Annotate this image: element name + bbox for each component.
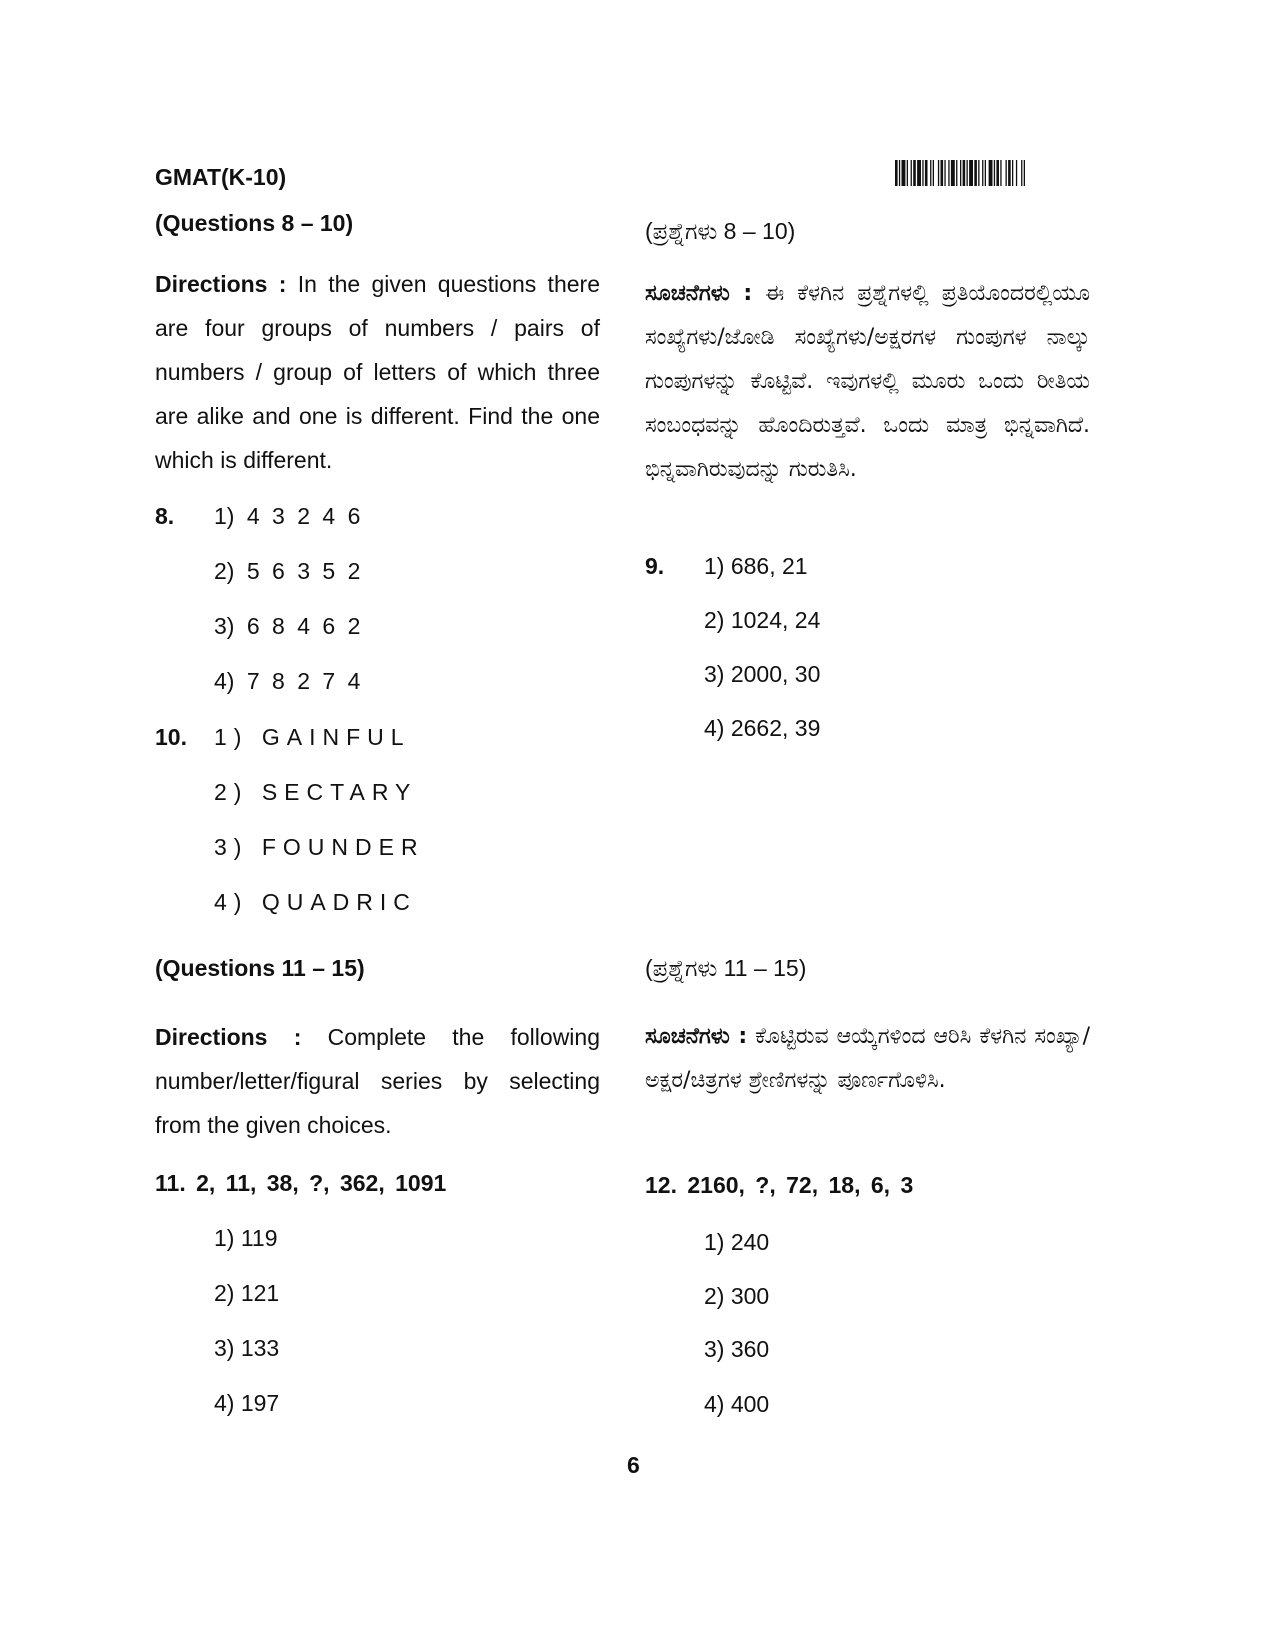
question-12-option-3: 3) 360: [704, 1336, 770, 1362]
question-12-series: 12. 2160, ?, 72, 18, 6, 3: [645, 1172, 914, 1198]
directions-label-kannada: ಸೂಚನೆಗಳು :: [645, 281, 753, 306]
section-11-15-title: (Questions 11 – 15): [155, 955, 365, 981]
section-8-10-title-kannada: [645, 218, 795, 245]
directions-label-kannada-2: ಸೂಚನೆಗಳು :: [645, 1024, 748, 1049]
directions-text-2: Complete the following number/letter/figural series by selecting from the given choices.: [155, 1024, 600, 1138]
section-11-15-title-kannada: [645, 955, 806, 982]
directions-text-kannada: ಈ ಕೆಳಗಿನ ಪ್ರಶ್ನೆಗಳಲ್ಲಿ ಪ್ರತಿಯೊಂದರಲ್ಲಿಯೂ ಸಂಖ್ಯೆಗಳು/ಜೋಡಿ ಸಂಖ್ಯೆಗಳು/ಅಕ್ಷರಗಳ ಗುಂಪುಗಳ ನಾಲ್ಕು ಗುಂಪುಗಳನ್ನು ಕೊಟ್ಟಿವೆ. ಇವುಗಳಲ್ಲಿ ಮೂರು ಒಂದು ರೀತಿಯ ಸಂಬಂಧವನ್ನು ಹೊಂದಿರುತ್ತವೆ. ಒಂದು ಮಾತ್ರ ಭಿನ್ನವಾಗಿದೆ. ಭಿನ್ನವಾಗಿರುವುದನ್ನು ಗುರುತಿಸಿ.: [645, 281, 1090, 482]
directions-kannada-2: [645, 1015, 1090, 1103]
question-11-option-1: 1) 119: [214, 1225, 278, 1251]
question-8-option-1: 1) 4 3 2 4 6: [214, 503, 361, 529]
directions-label-2: Directions :: [155, 1024, 302, 1050]
question-12-option-2: 2) 300: [704, 1283, 770, 1309]
question-8-option-2: 2) 5 6 3 5 2: [214, 558, 361, 584]
question-11-series: 11. 2, 11, 38, ?, 362, 1091: [155, 1170, 447, 1196]
question-10-option-1: 1) GAINFUL: [214, 724, 411, 750]
directions-text-kannada-2: ಕೊಟ್ಟಿರುವ ಆಯ್ಕೆಗಳಿಂದ ಆರಿಸಿ ಕೆಳಗಿನ ಸಂಖ್ಯಾ/ಅಕ್ಷರ/ಚಿತ್ರಗಳ ಶ್ರೇಣಿಗಳನ್ನು ಪೂರ್ಣಗೊಳಿಸಿ.: [645, 1024, 1090, 1093]
question-9-option-1: 1) 686, 21: [704, 553, 808, 579]
question-9-option-3: 3) 2000, 30: [704, 661, 821, 687]
question-11-option-4: 4) 197: [214, 1390, 280, 1416]
exam-code: GMAT(K-10): [155, 164, 287, 190]
question-10-option-2: 2) SECTARY: [214, 779, 418, 805]
question-11-option-3: 3) 133: [214, 1335, 280, 1361]
question-12-option-4: 4) 400: [704, 1391, 770, 1417]
directions-english: [155, 262, 600, 482]
page-number: 6: [627, 1452, 640, 1478]
question-8-option-3: 3) 6 8 4 6 2: [214, 613, 361, 639]
section-8-10-title: (Questions 8 – 10): [155, 210, 354, 236]
barcode-icon: [895, 160, 1090, 186]
question-10-option-4: 4) QUADRIC: [214, 889, 417, 915]
question-8-option-4: 4) 7 8 2 7 4: [214, 668, 361, 694]
question-9-number: 9.: [645, 553, 665, 579]
question-9-option-2: 2) 1024, 24: [704, 607, 821, 633]
directions-english-2: [155, 1015, 600, 1147]
directions-label: Directions :: [155, 271, 287, 297]
directions-kannada: [645, 272, 1090, 492]
question-9-option-4: 4) 2662, 39: [704, 715, 821, 741]
question-10-option-3: 3) FOUNDER: [214, 834, 425, 860]
question-12-option-1: 1) 240: [704, 1229, 770, 1255]
question-11-option-2: 2) 121: [214, 1280, 280, 1306]
kannada-title-text-2: (ಪ್ರಶ್ನೆಗಳು 11 – 15): [645, 955, 807, 981]
kannada-title-text: (ಪ್ರಶ್ನೆಗಳು 8 – 10): [645, 218, 796, 244]
question-8-number: 8.: [155, 503, 175, 529]
question-10-number: 10.: [155, 724, 187, 750]
directions-text: In the given questions there are four groups of numbers / pairs of numbers / group of letters of which three are alike and one is different. Find the one which is different.: [155, 271, 600, 473]
